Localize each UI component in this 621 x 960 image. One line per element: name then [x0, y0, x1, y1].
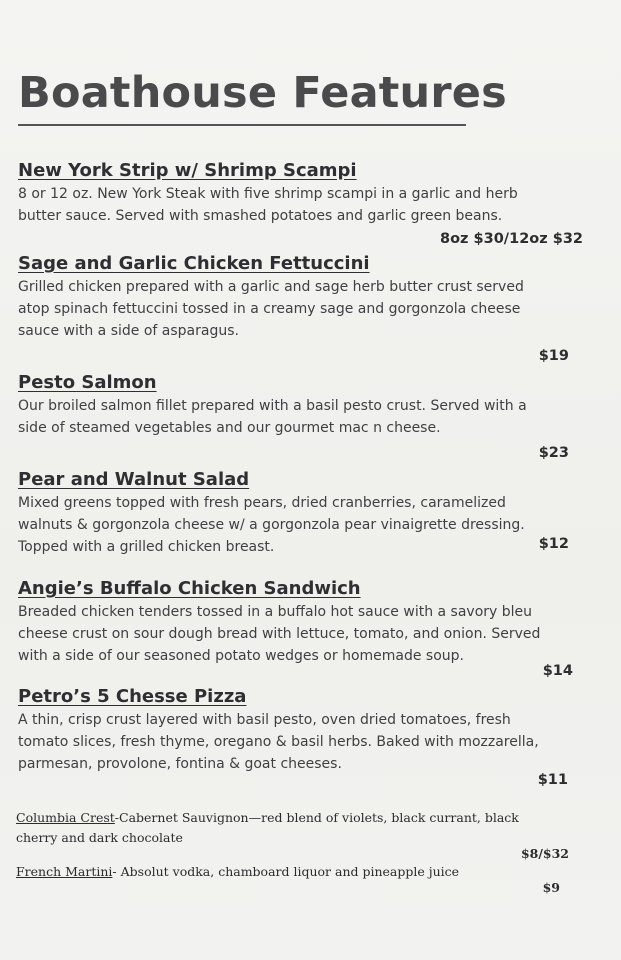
drink-name: French Martini [16, 864, 113, 879]
item-description [18, 276, 608, 342]
description-line: butter sauce. Served with smashed potatoes and garlic green beans. [18, 208, 503, 224]
menu-title: Boathouse Features [18, 68, 507, 118]
item-description [18, 492, 608, 558]
item-price: $12 [538, 536, 569, 552]
menu-item [18, 469, 608, 558]
item-description [18, 601, 608, 667]
drink-price: $9 [542, 880, 560, 895]
drink-description-line: cherry and dark chocolate [16, 830, 183, 845]
menu-item [18, 578, 608, 667]
drink-price: $8/$32 [520, 846, 569, 861]
item-price: 8oz $30/12oz $32 [440, 231, 583, 247]
description-line: Our broiled salmon fillet prepared with a basil pesto crust. Served with a [18, 398, 527, 414]
menu-item [18, 372, 608, 439]
description-line: Mixed greens topped with fresh pears, dried cranberries, caramelized [18, 495, 506, 511]
menu-item [18, 686, 608, 775]
item-description [18, 183, 608, 227]
drink-description: -Cabernet Sauvignon—red blend of violets, black currant, black [114, 810, 519, 825]
item-name: Pesto Salmon [18, 372, 157, 393]
description-line: Breaded chicken tenders tossed in a buffalo hot sauce with a savory bleu [18, 604, 533, 620]
item-name: Petro’s 5 Chesse Pizza [18, 686, 247, 707]
description-line: 8 or 12 oz. New York Steak with five shrimp scampi in a garlic and herb [18, 186, 518, 202]
item-price: $11 [537, 772, 568, 788]
description-line: tomato slices, fresh thyme, oregano & basil herbs. Baked with mozzarella, [18, 734, 539, 750]
description-line: with a side of our seasoned potato wedges or homemade soup. [18, 648, 464, 664]
menu-item [18, 160, 608, 227]
item-description [18, 709, 608, 775]
item-name: Pear and Walnut Salad [18, 469, 250, 490]
item-name: Angie’s Buffalo Chicken Sandwich [18, 578, 361, 599]
description-line: sauce with a side of asparagus. [18, 323, 239, 339]
description-line: side of steamed vegetables and our gourmet mac n cheese. [18, 420, 441, 436]
item-price: $19 [538, 348, 569, 364]
item-price: $14 [542, 663, 573, 679]
description-line: Grilled chicken prepared with a garlic and sage herb butter crust served [18, 279, 524, 295]
description-line: atop spinach fettuccini tossed in a creamy sage and gorgonzola cheese [18, 301, 521, 317]
description-line: walnuts & gorgonzola cheese w/ a gorgonzola pear vinaigrette dressing. [18, 517, 525, 533]
drink-name: Columbia Crest [16, 810, 115, 825]
item-description [18, 395, 608, 439]
description-line: cheese crust on sour dough bread with lettuce, tomato, and onion. Served [18, 626, 541, 642]
drink-item [16, 862, 576, 882]
item-price: $23 [538, 445, 569, 461]
description-line: parmesan, provolone, fontina & goat cheeses. [18, 756, 342, 772]
item-name: New York Strip w/ Shrimp Scampi [18, 160, 357, 181]
menu-item [18, 253, 608, 342]
drink-description: - Absolut vodka, chamboard liquor and pineapple juice [112, 864, 460, 879]
description-line: A thin, crisp crust layered with basil pesto, oven dried tomatoes, fresh [18, 712, 511, 728]
title-underline [18, 124, 466, 126]
item-name: Sage and Garlic Chicken Fettuccini [18, 253, 370, 274]
drink-item [16, 808, 576, 848]
description-line: Topped with a grilled chicken breast. [18, 539, 275, 555]
